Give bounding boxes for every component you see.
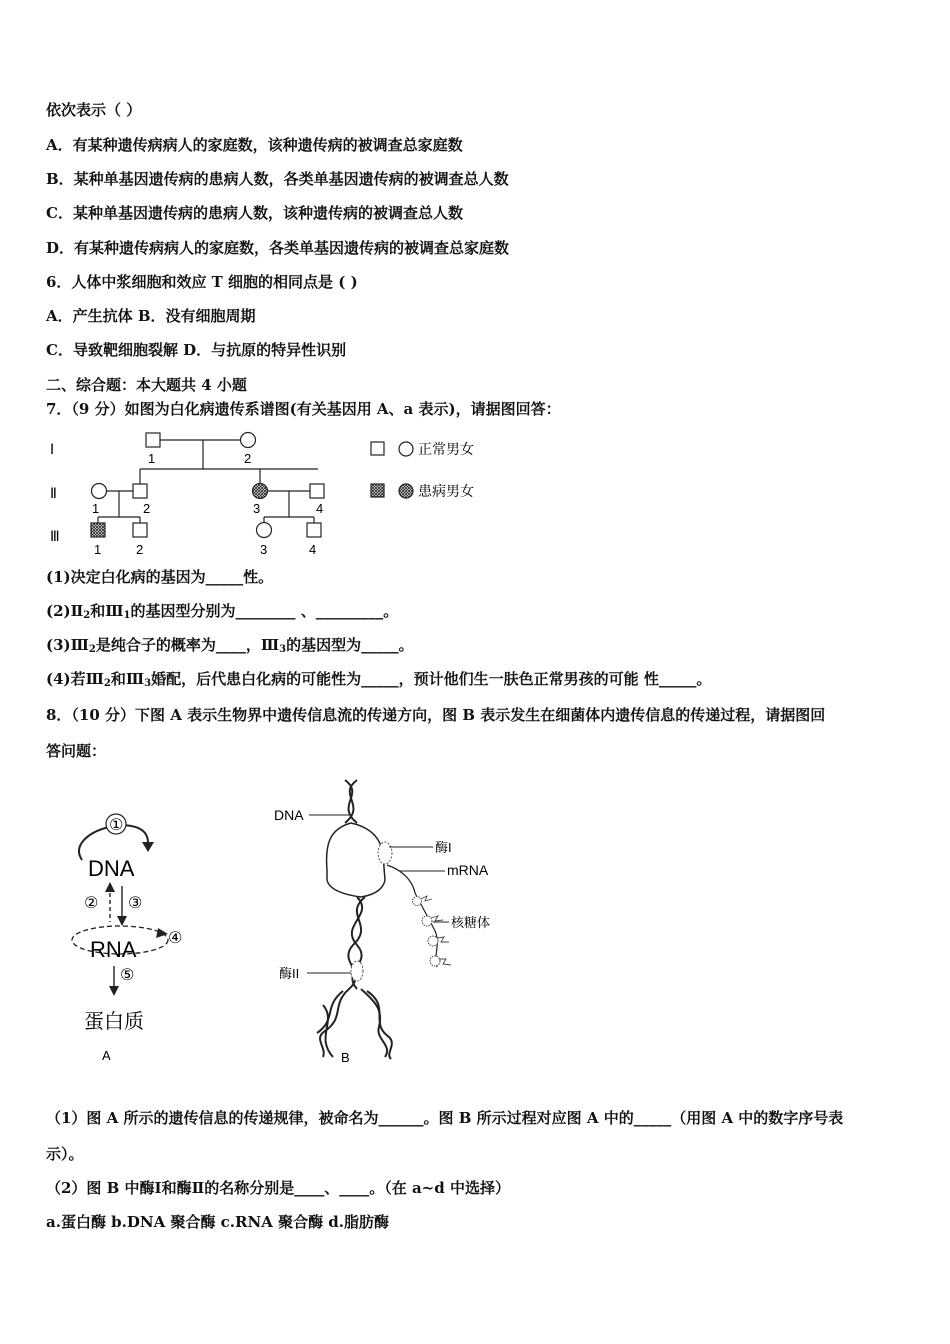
figure-b-transcription-translation bbox=[265, 775, 535, 1070]
pedigree-III2-normal-male bbox=[133, 523, 147, 537]
legend-normal-male-icon bbox=[371, 442, 384, 455]
q5-option-a: A．有某种遗传病病人的家庭数，该种遗传病的被调查总家庭数 bbox=[46, 136, 463, 154]
q8-sub1-line2: 示）。 bbox=[46, 1145, 84, 1163]
figure-a-central-dogma bbox=[60, 800, 230, 1070]
figure-a-label-4: ④ bbox=[168, 930, 183, 947]
pedigree-II2-normal-male bbox=[133, 484, 147, 498]
figure-a-protein-label: 蛋白质 bbox=[84, 1011, 144, 1033]
pedigree-II4-normal-male bbox=[310, 484, 324, 498]
q6-stem: 6．人体中浆细胞和效应 T 细胞的相同点是 ( ) bbox=[46, 273, 358, 291]
figure-b-ribosome-label: 核糖体 bbox=[451, 915, 491, 930]
figure-a-caption: A bbox=[102, 1048, 111, 1063]
q7-sub2-text-c: 的基因型分别为________ 、_________。 bbox=[130, 602, 399, 620]
pedigree-I2-normal-female bbox=[241, 433, 256, 448]
legend-affected-female-icon bbox=[399, 484, 413, 498]
legend-affected-male-icon bbox=[371, 484, 384, 497]
q7-sub3-text-a: (3)Ⅲ bbox=[46, 636, 89, 654]
q7-sub3-text-c: 的基因型为_____。 bbox=[286, 636, 414, 654]
figure-a-label-3: ③ bbox=[128, 895, 143, 912]
pedigree-label-II4: 4 bbox=[316, 501, 324, 516]
legend-normal-label: 正常男女 bbox=[418, 441, 474, 457]
pedigree-label-II3: 3 bbox=[253, 501, 261, 516]
q8-sub2: （2）图 B 中酶Ⅰ和酶Ⅱ的名称分别是____、____。（在 a~d 中选择） bbox=[46, 1179, 510, 1197]
pedigree-label-III1: 1 bbox=[94, 542, 102, 557]
figure-b-enzyme1-label: 酶I bbox=[435, 840, 452, 855]
q7-sub2-subscript-2: 1 bbox=[123, 610, 131, 621]
q6-options-row1: A．产生抗体 B．没有细胞周期 bbox=[46, 307, 256, 325]
pedigree-III4-normal-male bbox=[307, 523, 321, 537]
q7-sub4-subscript-1: 2 bbox=[103, 678, 111, 689]
figure-b-caption: B bbox=[341, 1050, 350, 1065]
pedigree-III1-affected-male bbox=[91, 523, 105, 537]
pedigree-label-III2: 2 bbox=[136, 542, 144, 557]
q7-sub4-subscript-2: 3 bbox=[144, 678, 152, 689]
pedigree-III3-normal-female bbox=[257, 523, 272, 538]
q8-stem-line1: 8．（10 分）下图 A 表示生物界中遗传信息流的传递方向，图 B 表示发生在细菌体内遗传信息的传递过程，请据图回 bbox=[46, 706, 826, 724]
figure-b-mrna-label: mRNA bbox=[447, 862, 489, 878]
figure-a-dna-label: DNA bbox=[88, 856, 135, 881]
q7-sub2-subscript-1: 2 bbox=[83, 610, 91, 621]
q7-sub2 bbox=[46, 601, 398, 626]
figure-a-label-1: ① bbox=[109, 817, 124, 834]
figure-b-dna-label: DNA bbox=[274, 807, 304, 823]
q7-sub1: (1)决定白化病的基因为_____性。 bbox=[46, 568, 274, 586]
figure-a-label-2: ② bbox=[84, 895, 99, 912]
generation-label-2: Ⅱ bbox=[50, 485, 57, 501]
q5-option-c: C．某种单基因遗传病的患病人数，该种遗传病的被调查总人数 bbox=[46, 204, 463, 222]
enzyme-2-shape bbox=[351, 961, 363, 981]
figure-a-rna-label: RNA bbox=[90, 937, 137, 962]
figure-a-label-5: ⑤ bbox=[120, 967, 135, 984]
q7-sub4 bbox=[46, 669, 711, 694]
pedigree-I1-normal-male bbox=[146, 433, 160, 447]
legend-affected-label: 患病男女 bbox=[418, 483, 474, 499]
q8-sub1-line1: （1）图 A 所示的遗传信息的传递规律，被命名为______。图 B 所示过程对应图 A 中的_____（用图 A 中的数字序号表 bbox=[46, 1109, 844, 1127]
section2-title: 二、综合题：本大题共 4 小题 bbox=[46, 376, 247, 394]
q7-sub4-text-a: (4)若Ⅲ bbox=[46, 670, 104, 688]
enzyme-1-shape bbox=[378, 842, 392, 864]
q6-options-row2: C．导致靶细胞裂解 D．与抗原的特异性识别 bbox=[46, 341, 347, 359]
pedigree-label-I1: 1 bbox=[148, 451, 156, 466]
pedigree-II3-affected-female bbox=[253, 484, 268, 499]
generation-label-1: Ⅰ bbox=[50, 441, 55, 457]
pedigree-chart bbox=[40, 425, 510, 565]
legend-normal-female-icon bbox=[399, 442, 413, 456]
q7-sub4-text-b: 和Ⅲ bbox=[110, 670, 145, 688]
figure-b-enzyme2-label: 酶II bbox=[279, 966, 300, 981]
q7-sub4-text-c: 婚配，后代患白化病的可能性为_____，预计他们生一肤色正常男孩的可能 性_____。 bbox=[151, 670, 712, 688]
pedigree-label-III3: 3 bbox=[260, 542, 268, 557]
pedigree-label-I2: 2 bbox=[244, 451, 252, 466]
q7-sub3-text-b: 是纯合子的概率为____，Ⅲ bbox=[95, 636, 280, 654]
q5-option-d: D．有某种遗传病病人的家庭数，各类单基因遗传病的被调查总家庭数 bbox=[46, 239, 510, 257]
q5-stem-tail: 依次表示（ ） bbox=[46, 101, 142, 119]
q7-sub2-text-a: (2)Ⅱ bbox=[46, 602, 84, 620]
pedigree-label-III4: 4 bbox=[309, 542, 317, 557]
pedigree-label-II1: 1 bbox=[92, 501, 100, 516]
generation-label-3: Ⅲ bbox=[50, 528, 60, 544]
q7-sub2-text-b: 和Ⅲ bbox=[90, 602, 124, 620]
pedigree-II1-normal-female bbox=[92, 484, 107, 499]
q5-option-b: B．某种单基因遗传病的患病人数，各类单基因遗传病的被调查总人数 bbox=[46, 170, 509, 188]
q8-choices: a.蛋白酶 b.DNA 聚合酶 c.RNA 聚合酶 d.脂肪酶 bbox=[46, 1213, 390, 1231]
q8-stem-line2: 答问题： bbox=[46, 742, 107, 760]
q7-sub3-subscript-1: 2 bbox=[88, 644, 96, 655]
q7-sub3 bbox=[46, 635, 414, 660]
pedigree-label-II2: 2 bbox=[143, 501, 151, 516]
q7-stem: 7．（9 分）如图为白化病遗传系谱图(有关基因用 A、a 表示)，请据图回答： bbox=[46, 400, 561, 418]
q7-sub3-subscript-2: 3 bbox=[279, 644, 287, 655]
